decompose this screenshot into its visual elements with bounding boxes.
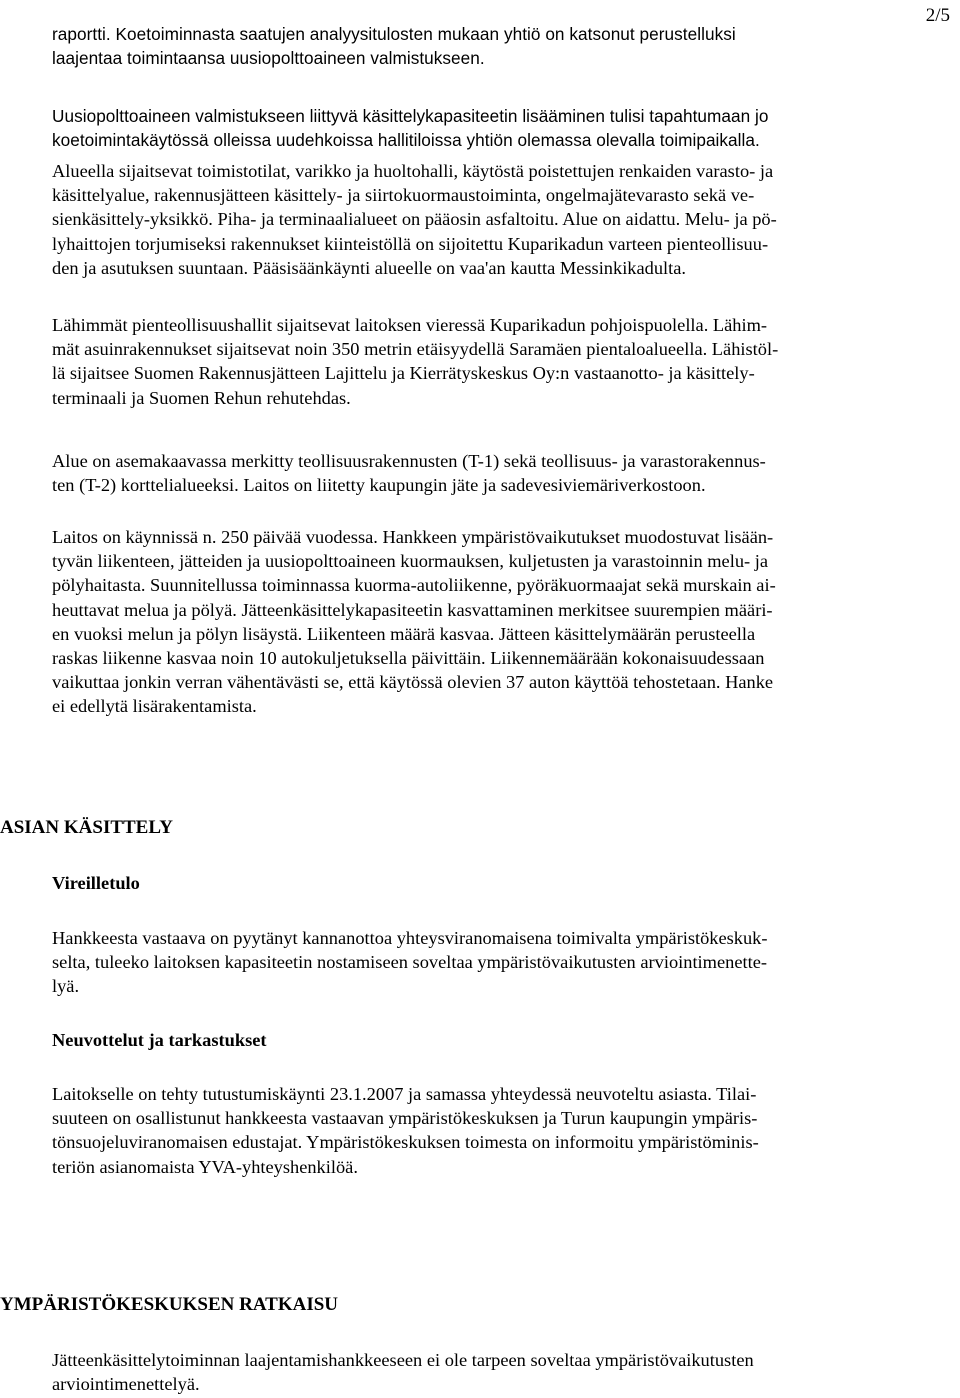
ratkaisu-paragraph: [52, 1348, 957, 1396]
text-line: heuttavat melua ja pölyä. Jätteenkäsittelykapasiteetin kasvattaminen merkitsee suurempien määri-: [52, 599, 773, 620]
text-line: lä sijaitsee Suomen Rakennusjätteen Lajittelu ja Kierrätyskeskus Oy:n vastaanotto- ja käsittely-: [52, 363, 755, 384]
text-line: terminaali ja Suomen Rehun rehutehdas.: [52, 387, 351, 408]
text-line: suuteen on osallistunut hankkeesta vastaavan ympäristökeskuksen ja Turun kaupungin ympäris-: [52, 1108, 758, 1129]
text-line: en vuoksi melun ja pölyn lisäystä. Liikenteen määrä kasvaa. Jätteen käsittelymäärän perusteella: [52, 623, 756, 644]
operation-paragraph: [52, 525, 957, 719]
text-line: sienkäsittely-yksikkö. Piha- ja terminaalialueet on pääosin asfaltoitu. Alue on aidattu. Melu- ja pö-: [52, 209, 777, 230]
text-line: raskas liikenne kasvaa noin 10 autokuljetuksella päivittäin. Liikennemäärään kokonaisuudessaan: [52, 648, 765, 669]
text-line: Laitos on käynnissä n. 250 päivää vuodessa. Hankkeen ympäristövaikutukset muodostuvat lisään-: [52, 527, 774, 547]
text-line: Jätteenkäsittelytoiminnan laajentamishankkeeseen ei ole tarpeen soveltaa ympäristövaikutusten: [52, 1350, 754, 1370]
section-heading-asian-kasittely: ASIAN KÄSITTELY: [0, 817, 174, 838]
text-line: ten (T-2) korttelialueeksi. Laitos on liitetty kaupungin jäte ja sadevesiviemäriverkostoon.: [52, 475, 706, 496]
section-heading-ratkaisu: YMPÄRISTÖKESKUKSEN RATKAISU: [0, 1294, 339, 1315]
text-line: vaikuttaa jonkin verran vähentävästi se, että käytössä olevien 37 auton käyttöä tehostetaan. Hanke: [52, 672, 774, 693]
capacity-paragraph: [52, 104, 957, 152]
text-line: pölyhaitasta. Suunnitellussa toiminnassa kuorma-autoliikenne, pyöräkuormaajat sekä murskain ai-: [52, 575, 776, 596]
text-line: Hankkeesta vastaava on pyytänyt kannanottoa yhteysviranomaisena toimivalta ympäristökeskuk-: [52, 928, 768, 948]
neighbors-paragraph: [52, 313, 957, 410]
text-line: teriön asianomaista YVA-yhteyshenkilöä.: [52, 1156, 358, 1177]
text-line: Alueella sijaitsevat toimistotilat, varikko ja huoltohalli, käytöstä poistettujen renkaiden varasto- ja: [52, 161, 774, 181]
text-line: selta, tuleeko laitoksen kapasiteetin nostamiseen soveltaa ympäristövaikutusten arviointimenette-: [52, 952, 767, 973]
text-line: mät asuinrakennukset sijaitsevat noin 350 metrin etäisyydellä Saramäen pientaloalueella. Lähistöl-: [52, 339, 779, 360]
text-line: Alue on asemakaavassa merkitty teollisuusrakennusten (T-1) sekä teollisuus- ja varastorakennus-: [52, 451, 766, 471]
zoning-paragraph: [52, 449, 957, 497]
text-line: ei edellytä lisärakentamista.: [52, 696, 257, 717]
text-line: laajentaa toimintaansa uusiopolttoaineen valmistukseen.: [52, 48, 485, 69]
intro-paragraph: [52, 22, 957, 70]
text-line: käsittelyalue, rakennusjätteen käsittely- ja siirtokuormaustoiminta, ongelmajätevarasto sekä ve-: [52, 185, 755, 206]
text-line: Uusiopolttoaineen valmistukseen liittyvä käsittelykapasiteetin lisääminen tulisi tapahtumaan jo: [52, 106, 769, 126]
area-paragraph: [52, 159, 957, 280]
text-line: arviointimenettelyä.: [52, 1374, 200, 1395]
subheading-vireilletulo: Vireilletulo: [52, 873, 140, 893]
text-line: Laitokselle on tehty tutustumiskäynti 23.1.2007 ja samassa yhteydessä neuvoteltu asiasta. Tilai-: [52, 1084, 757, 1104]
subheading-neuvottelut: Neuvottelut ja tarkastukset: [52, 1030, 267, 1050]
neuvottelut-paragraph: [52, 1082, 957, 1179]
text-line: tyvän liikenteen, jätteiden ja uusiopolttoaineen kuormauksen, kuljetusten ja varastoinnin melu- ja: [52, 551, 769, 572]
vireilletulo-paragraph: [52, 926, 957, 999]
page-number: 2/5: [925, 5, 950, 26]
text-line: den ja asutuksen suuntaan. Pääsisäänkäynti alueelle on vaa'an kautta Messinkikadulta.: [52, 257, 687, 278]
text-line: lyä.: [52, 976, 80, 997]
text-line: raportti. Koetoiminnasta saatujen analyysitulosten mukaan yhtiö on katsonut perustelluksi: [52, 24, 736, 44]
text-line: koetoimintakäytössä olleissa uudehkoissa hallitiloissa yhtiön olemassa olevalla toimipaikalla.: [52, 130, 760, 151]
text-line: tönsuojeluviranomaisen edustajat. Ympäristökeskuksen toimesta on informoitu ympäristöminis-: [52, 1132, 759, 1153]
text-line: lyhaittojen torjumiseksi rakennukset kiinteistöllä on sijoitettu Kuparikadun varteen pienteollisuu-: [52, 233, 769, 254]
text-line: Lähimmät pienteollisuushallit sijaitsevat laitoksen vieressä Kuparikadun pohjoispuolella. Lähim-: [52, 315, 768, 335]
